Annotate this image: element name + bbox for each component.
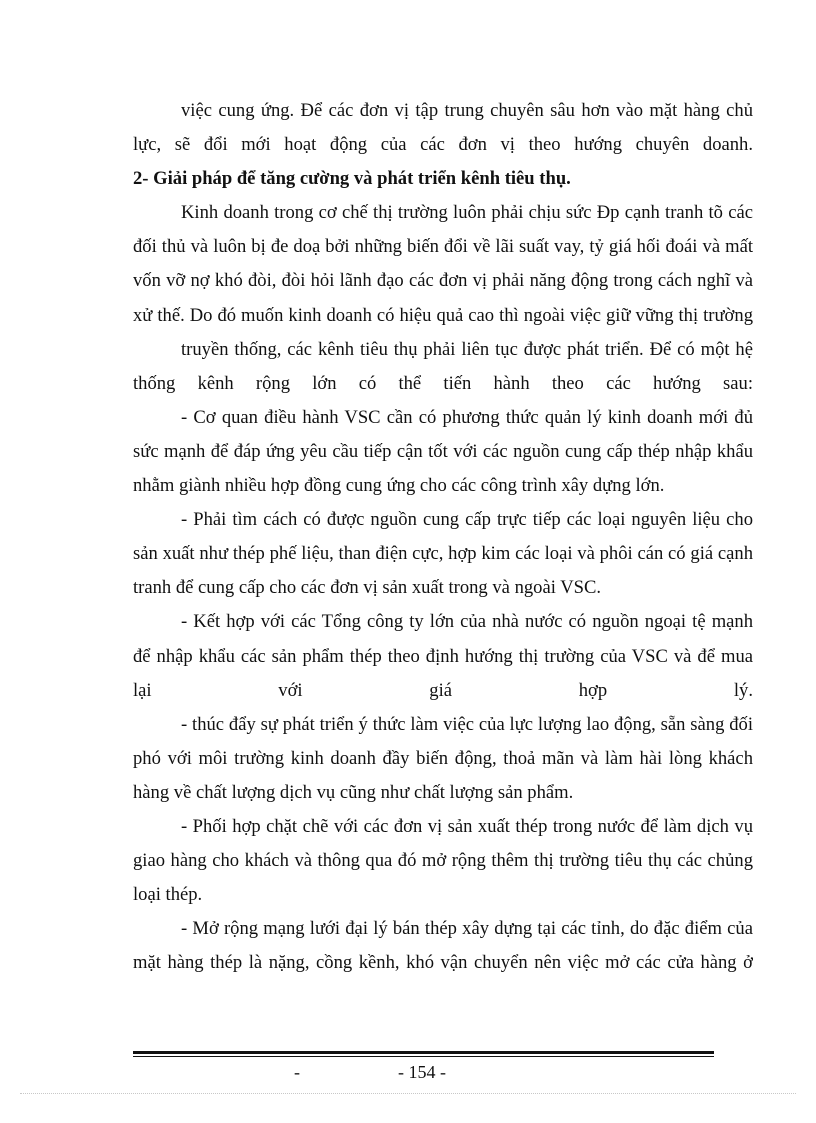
text-line: sản xuất như thép phế liệu, than điện cực, hợp kim các loại và phôi cán có giá cạnh (133, 543, 753, 565)
page-bottom-border (20, 1093, 796, 1094)
text-line: Kinh doanh trong cơ chế thị trường luôn phải chịu sức Đp cạnh tranh tõ các (181, 202, 753, 224)
footer-divider (133, 1051, 714, 1057)
text-line: nhằm giành nhiều hợp đồng cung ứng cho các công trình xây dựng lớn. (133, 475, 665, 497)
footer-divider-thick (133, 1051, 714, 1054)
text-line: để nhập khẩu các sản phẩm thép theo định hướng thị trường của VSC và để mua (133, 645, 753, 667)
list-item-line: - Cơ quan điều hành VSC cần có phương thức quản lý kinh doanh mới đủ (181, 406, 753, 428)
text-line: thống kênh rộng lớn có thể tiến hành theo các hướng sau: (133, 372, 753, 394)
document-body (133, 94, 753, 980)
text-line: loại thép. (133, 884, 203, 906)
footer-dash: - (294, 1062, 300, 1082)
page-number: - 154 - (398, 1062, 446, 1082)
list-item-line: - Phối hợp chặt chẽ với các đơn vị sản xuất thép trong nước để làm dịch vụ (181, 815, 753, 837)
text-line: đối thủ và luôn bị đe doạ bởi những biến đổi về lãi suất vay, tỷ giá hối đoái và mất (133, 236, 753, 258)
list-item-line: - Mở rộng mạng lưới đại lý bán thép xây dựng tại các tỉnh, do đặc điểm của (181, 918, 753, 940)
text-line: tranh để cung cấp cho các đơn vị sản xuất trong và ngoài VSC. (133, 577, 602, 599)
text-line: xử thế. Do đó muốn kinh doanh có hiệu quả cao thì ngoài việc giữ vững thị trường (133, 304, 753, 326)
text-line: hàng về chất lượng dịch vụ cũng như chất lượng sản phẩm. (133, 781, 574, 803)
text-line: truyền thống, các kênh tiêu thụ phải liên tục được phát triển. Để có một hệ (181, 338, 753, 360)
text-line: lực, sẽ đổi mới hoạt động của các đơn vị theo hướng chuyên doanh. (133, 134, 753, 156)
text-line: mặt hàng thép là nặng, cồng kềnh, khó vận chuyển nên việc mở các cửa hàng ở (133, 952, 753, 974)
section-heading: 2- Giải pháp để tăng cường và phát triển kênh tiêu thụ. (133, 168, 571, 190)
text-line: giao hàng cho khách và thông qua đó mở rộng thêm thị trường tiêu thụ các chủng (133, 850, 753, 872)
footer-divider-thin (133, 1056, 714, 1057)
list-item-line: - Phải tìm cách có được nguồn cung cấp trực tiếp các loại nguyên liệu cho (181, 509, 753, 531)
text-line: vốn vỡ nợ khó đòi, đòi hỏi lãnh đạo các đơn vị phải năng động trong cách nghĩ và (133, 270, 753, 292)
text-line: lại với giá hợp lý. (133, 679, 753, 701)
text-line: sức mạnh để đáp ứng yêu cầu tiếp cận tốt với các nguồn cung cấp thép nhập khẩu (133, 440, 753, 462)
list-item-line: - thúc đẩy sự phát triển ý thức làm việc của lực lượng lao động, sẵn sàng đối (181, 713, 753, 735)
list-item-line: - Kết hợp với các Tổng công ty lớn của nhà nước có nguồn ngoại tệ mạnh (181, 611, 753, 633)
text-line: việc cung ứng. Để các đơn vị tập trung chuyên sâu hơn vào mặt hàng chủ (181, 100, 753, 121)
text-line: phó với môi trường kinh doanh đầy biến động, thoả mãn và làm hài lòng khách (133, 747, 753, 769)
